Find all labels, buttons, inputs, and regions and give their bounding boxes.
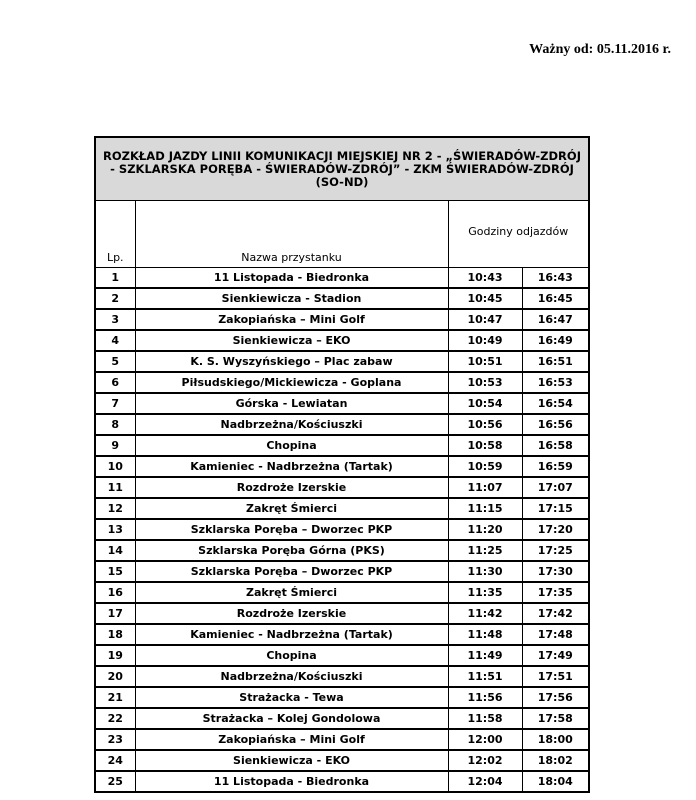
stop-name: 11 Listopada - Biedronka: [135, 268, 448, 289]
stop-name: 11 Listopada - Biedronka: [135, 771, 448, 792]
row-number: 10: [95, 456, 135, 477]
header-departure-times: Godziny odjazdów: [448, 201, 589, 268]
row-number: 14: [95, 540, 135, 561]
header-lp: Lp.: [95, 201, 135, 268]
stop-name: Zakopiańska – Mini Golf: [135, 729, 448, 750]
table-row: [95, 729, 589, 750]
departure-time-1: 10:43: [448, 268, 522, 289]
departure-time-1: 12:04: [448, 771, 522, 792]
table-row: [95, 624, 589, 645]
departure-time-2: 16:45: [522, 288, 589, 309]
stop-name: Szklarska Poręba – Dworzec PKP: [135, 519, 448, 540]
departure-time-2: 18:04: [522, 771, 589, 792]
departure-time-1: 12:02: [448, 750, 522, 771]
row-number: 25: [95, 771, 135, 792]
stop-name: Szklarska Poręba Górna (PKS): [135, 540, 448, 561]
departure-time-1: 10:58: [448, 435, 522, 456]
departure-time-2: 16:47: [522, 309, 589, 330]
table-row: [95, 393, 589, 414]
table-row: [95, 498, 589, 519]
stop-name: K. S. Wyszyńskiego – Plac zabaw: [135, 351, 448, 372]
row-number: 18: [95, 624, 135, 645]
table-row: [95, 666, 589, 687]
departure-time-2: 16:53: [522, 372, 589, 393]
row-number: 6: [95, 372, 135, 393]
table-row: [95, 456, 589, 477]
stop-name: Górska - Lewiatan: [135, 393, 448, 414]
table-row: [95, 435, 589, 456]
stop-name: Zakręt Śmierci: [135, 582, 448, 603]
table-row: [95, 561, 589, 582]
table-row: [95, 477, 589, 498]
row-number: 12: [95, 498, 135, 519]
departure-time-2: 17:51: [522, 666, 589, 687]
departure-time-1: 11:35: [448, 582, 522, 603]
departure-time-2: 17:20: [522, 519, 589, 540]
departure-time-1: 10:53: [448, 372, 522, 393]
stop-name: Chopina: [135, 435, 448, 456]
row-number: 7: [95, 393, 135, 414]
departure-time-2: 16:56: [522, 414, 589, 435]
departure-time-2: 16:54: [522, 393, 589, 414]
timetable: [94, 136, 590, 793]
stop-name: Szklarska Poręba – Dworzec PKP: [135, 561, 448, 582]
row-number: 17: [95, 603, 135, 624]
departure-time-2: 16:58: [522, 435, 589, 456]
table-row: [95, 309, 589, 330]
departure-time-1: 10:59: [448, 456, 522, 477]
table-row: [95, 708, 589, 729]
stop-name: Sienkiewicza - Stadion: [135, 288, 448, 309]
departure-time-2: 16:51: [522, 351, 589, 372]
table-row: [95, 603, 589, 624]
departure-time-1: 12:00: [448, 729, 522, 750]
stop-name: Rozdroże Izerskie: [135, 603, 448, 624]
stop-name: Nadbrzeżna/Kościuszki: [135, 666, 448, 687]
departure-time-2: 17:35: [522, 582, 589, 603]
timetable-body: [95, 268, 589, 793]
row-number: 22: [95, 708, 135, 729]
stop-name: Zakręt Śmierci: [135, 498, 448, 519]
stop-name: Piłsudskiego/Mickiewicza - Goplana: [135, 372, 448, 393]
departure-time-1: 11:20: [448, 519, 522, 540]
row-number: 21: [95, 687, 135, 708]
departure-time-2: 16:59: [522, 456, 589, 477]
stop-name: Nadbrzeżna/Kościuszki: [135, 414, 448, 435]
table-row: [95, 372, 589, 393]
row-number: 4: [95, 330, 135, 351]
table-row: [95, 288, 589, 309]
departure-time-2: 17:15: [522, 498, 589, 519]
departure-time-2: 16:43: [522, 268, 589, 289]
row-number: 15: [95, 561, 135, 582]
departure-time-1: 11:58: [448, 708, 522, 729]
departure-time-1: 11:15: [448, 498, 522, 519]
stop-name: Strażacka – Kolej Gondolowa: [135, 708, 448, 729]
row-number: 16: [95, 582, 135, 603]
row-number: 5: [95, 351, 135, 372]
departure-time-1: 11:51: [448, 666, 522, 687]
departure-time-2: 17:42: [522, 603, 589, 624]
departure-time-1: 10:54: [448, 393, 522, 414]
row-number: 2: [95, 288, 135, 309]
departure-time-2: 17:07: [522, 477, 589, 498]
row-number: 11: [95, 477, 135, 498]
stop-name: Kamieniec - Nadbrzeżna (Tartak): [135, 624, 448, 645]
table-row: [95, 330, 589, 351]
departure-time-2: 17:58: [522, 708, 589, 729]
row-number: 3: [95, 309, 135, 330]
timetable-title: ROZKŁAD JAZDY LINII KOMUNIKACJI MIEJSKIEJ NR 2 - „ŚWIERADÓW-ZDRÓJ - SZKLARSKA PORĘBA - ŚWIERADÓW-ZDRÓJ” - ZKM ŚWIERADÓW-ZDRÓJ (SO-ND): [95, 137, 589, 201]
stop-name: Chopina: [135, 645, 448, 666]
table-row: [95, 687, 589, 708]
table-row: [95, 540, 589, 561]
departure-time-2: 18:00: [522, 729, 589, 750]
table-row: [95, 268, 589, 289]
departure-time-1: 10:56: [448, 414, 522, 435]
row-number: 20: [95, 666, 135, 687]
departure-time-1: 11:49: [448, 645, 522, 666]
departure-time-1: 10:47: [448, 309, 522, 330]
row-number: 9: [95, 435, 135, 456]
departure-time-1: 11:56: [448, 687, 522, 708]
departure-time-1: 11:07: [448, 477, 522, 498]
departure-time-1: 11:30: [448, 561, 522, 582]
table-row: [95, 645, 589, 666]
departure-time-2: 18:02: [522, 750, 589, 771]
stop-name: Zakopiańska – Mini Golf: [135, 309, 448, 330]
table-row: [95, 519, 589, 540]
table-row: [95, 582, 589, 603]
valid-from-date: Ważny od: 05.11.2016 r.: [529, 42, 671, 57]
departure-time-1: 11:42: [448, 603, 522, 624]
table-row: [95, 750, 589, 771]
row-number: 19: [95, 645, 135, 666]
departure-time-2: 17:48: [522, 624, 589, 645]
departure-time-2: 17:49: [522, 645, 589, 666]
stop-name: Sienkiewicza – EKO: [135, 330, 448, 351]
departure-time-2: 17:30: [522, 561, 589, 582]
table-row: [95, 414, 589, 435]
stop-name: Kamieniec - Nadbrzeżna (Tartak): [135, 456, 448, 477]
row-number: 24: [95, 750, 135, 771]
stop-name: Rozdroże Izerskie: [135, 477, 448, 498]
stop-name: Sienkiewicza - EKO: [135, 750, 448, 771]
departure-time-1: 11:25: [448, 540, 522, 561]
departure-time-1: 10:45: [448, 288, 522, 309]
departure-time-1: 10:49: [448, 330, 522, 351]
departure-time-2: 17:25: [522, 540, 589, 561]
row-number: 13: [95, 519, 135, 540]
departure-time-2: 17:56: [522, 687, 589, 708]
departure-time-1: 10:51: [448, 351, 522, 372]
table-row: [95, 351, 589, 372]
table-row: [95, 771, 589, 792]
header-stop-name: Nazwa przystanku: [135, 201, 448, 268]
departure-time-1: 11:48: [448, 624, 522, 645]
row-number: 1: [95, 268, 135, 289]
stop-name: Strażacka - Tewa: [135, 687, 448, 708]
departure-time-2: 16:49: [522, 330, 589, 351]
row-number: 8: [95, 414, 135, 435]
row-number: 23: [95, 729, 135, 750]
